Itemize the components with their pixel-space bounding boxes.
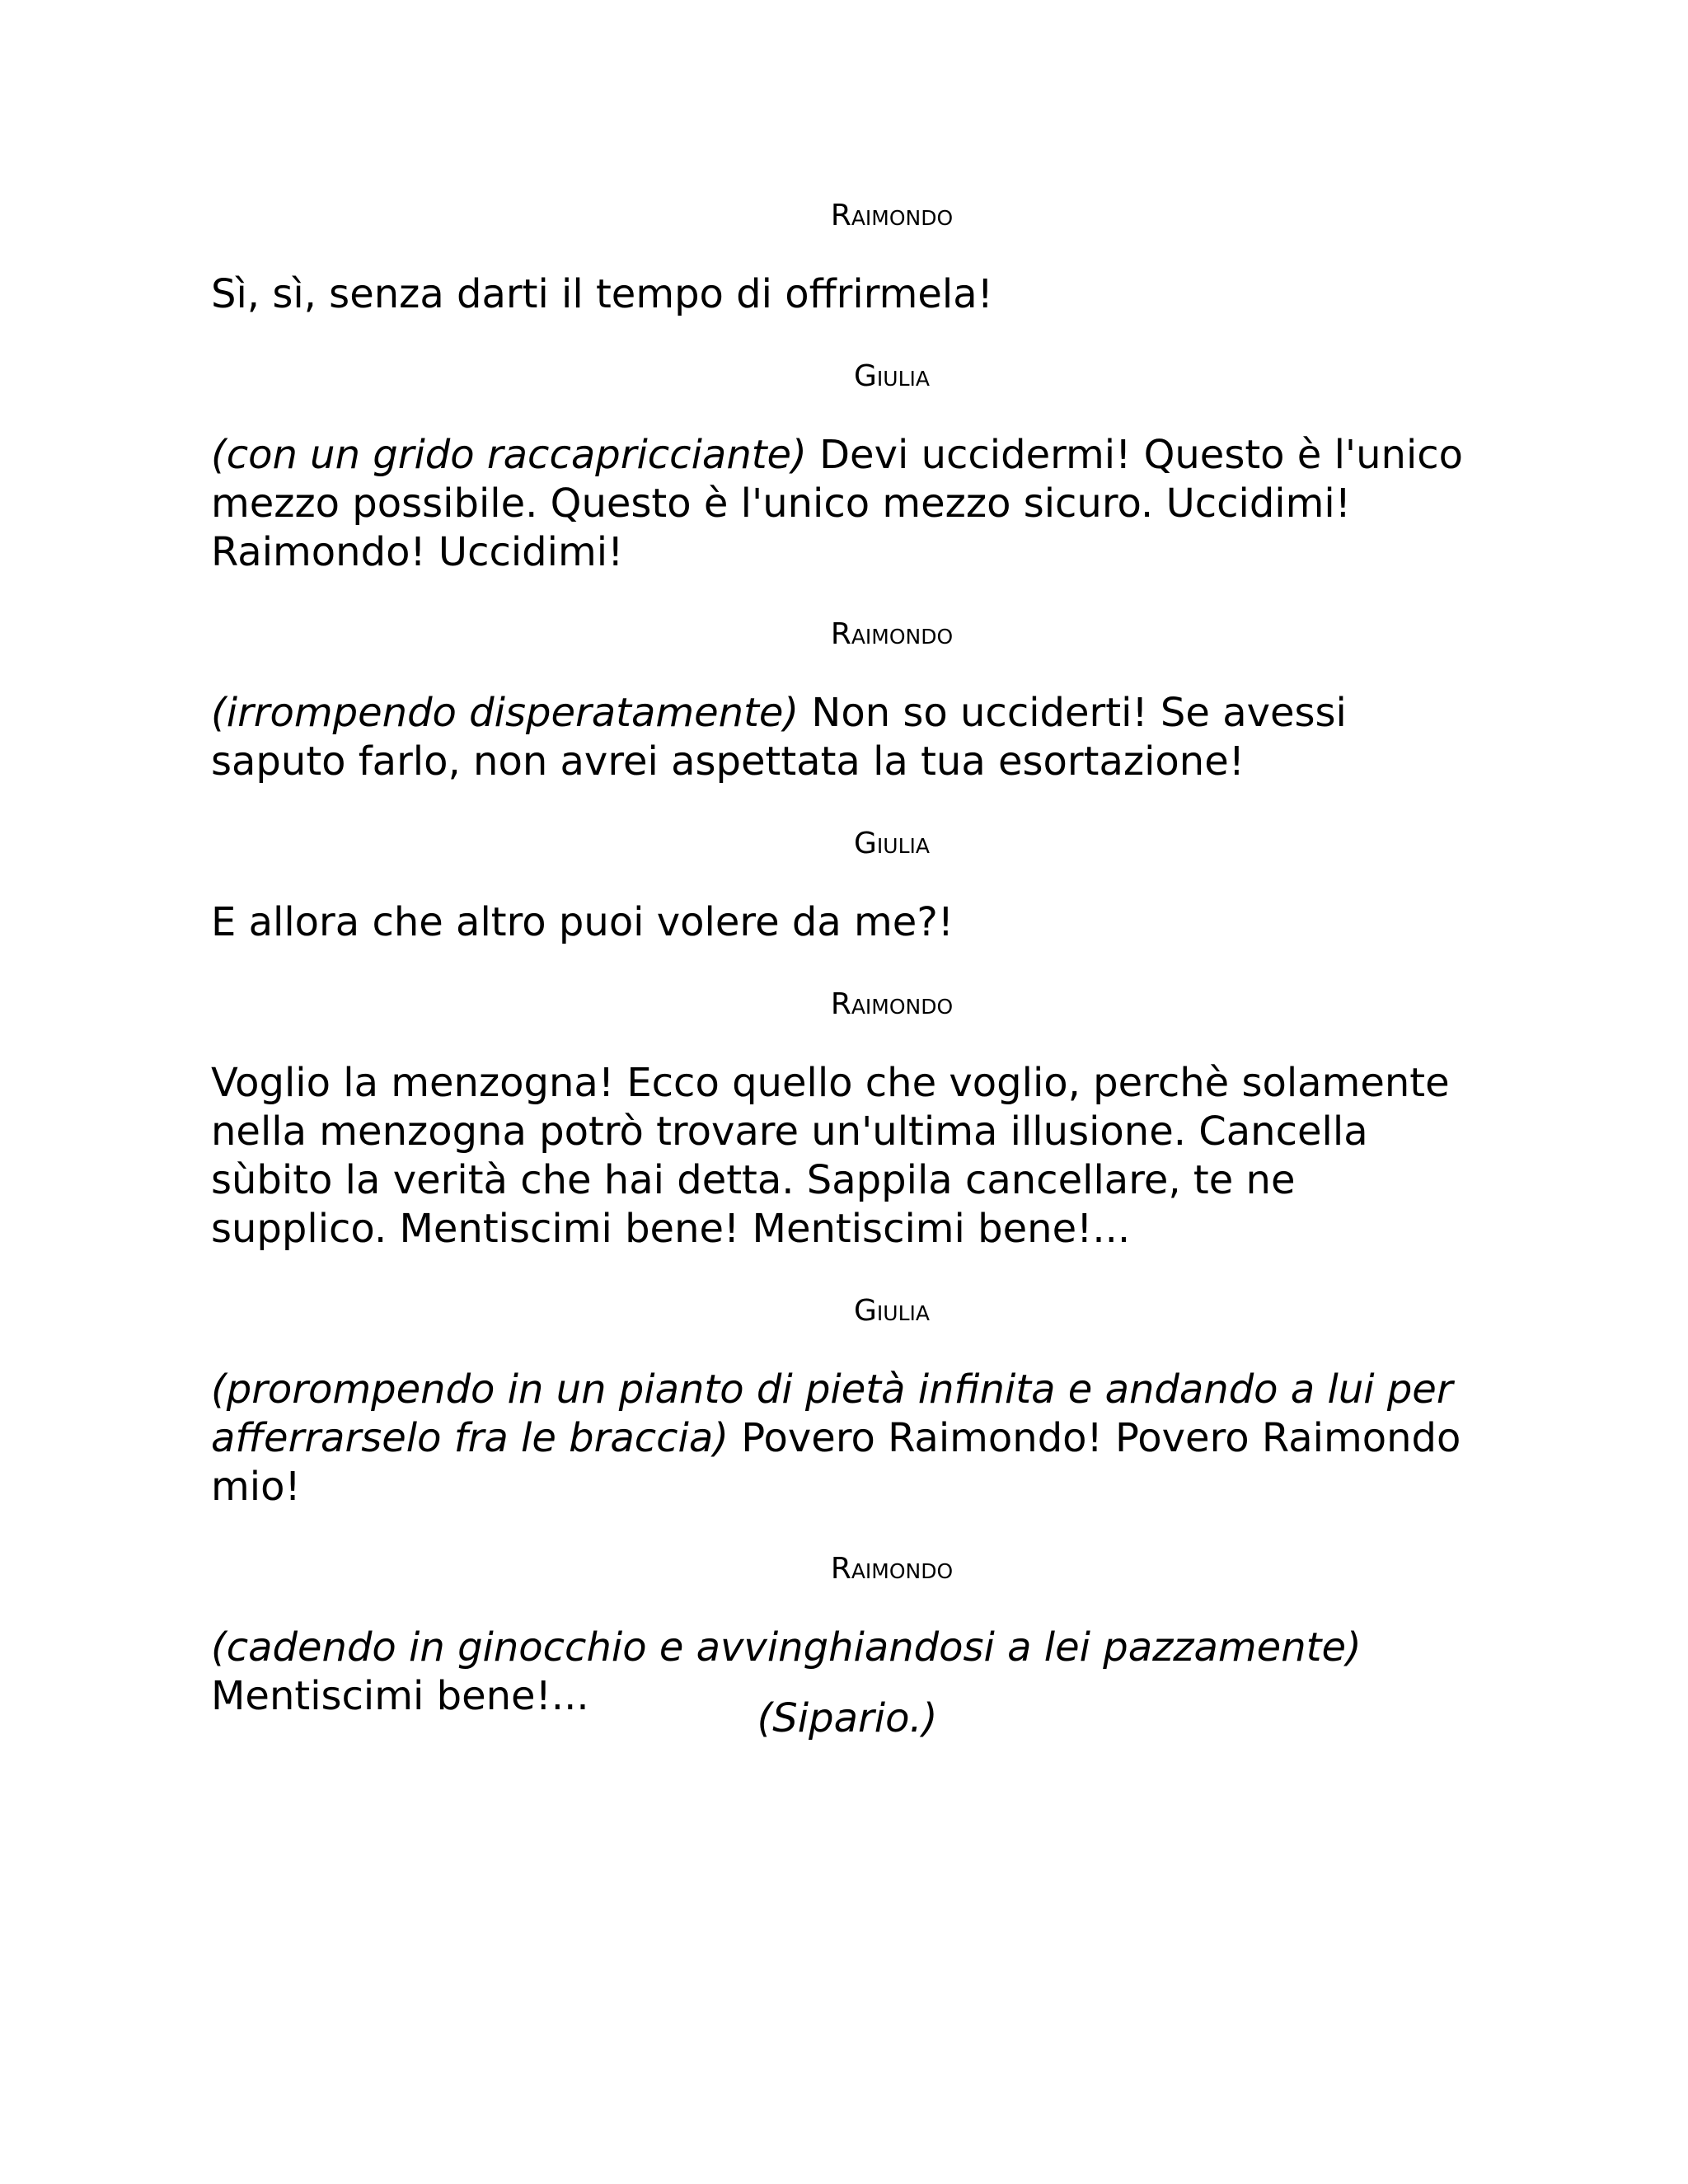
speaker-name: Giulia [854,359,930,393]
speaker-name: Raimondo [830,199,954,232]
stage-direction: (irrompendo disperatamente) [211,690,799,736]
dialogue-line [211,270,1480,319]
curtain-text: (Sipario.) [757,1695,938,1741]
dialogue-text: E allora che altro puoi volere da me?! [211,899,954,945]
dialogue-text: Mentiscimi bene!... [211,1673,589,1719]
speaker-name: Raimondo [830,1552,954,1586]
dialogue-line [211,1366,1480,1511]
speaker-name: Raimondo [830,987,954,1021]
dialogue-line [211,898,1480,947]
stage-direction: (cadendo in ginocchio e avvinghiandosi a lei pazzamente) [211,1624,1362,1671]
stage-direction: (prorompendo in un pianto di pietà infinita e andando a lui per afferrarselo fra le braccia) [211,1366,1453,1461]
dialogue-text: Voglio la menzogna! Ecco quello che voglio, perchè solamente nella menzogna potrò trovare un'ultima illusione. Cancella sùbito la verità che hai detta. Sappila cancellare, te ne supplico. Mentiscimi bene! Mentiscimi bene!... [211,1060,1450,1252]
dialogue-line [211,1059,1480,1254]
closing-direction [0,1694,1688,1743]
stage-direction: (con un grido raccapricciante) [211,432,807,478]
speaker-name: Giulia [854,827,930,860]
dialogue-line [211,431,1480,577]
dialogue-text: Sì, sì, senza darti il tempo di offrirmela! [211,271,993,317]
dialogue-text: Non so ucciderti! Se avessi saputo farlo, non avrei aspettata la tua esortazione! [211,690,1347,785]
speaker-name: Giulia [854,1294,930,1328]
dialogue-text: Povero Raimondo! Povero Raimondo mio! [211,1415,1461,1510]
dialogue-text: Devi uccidermi! Questo è l'unico mezzo possibile. Questo è l'unico mezzo sicuro. Uccidimi! Raimondo! Uccidimi! [211,432,1464,575]
speaker-name: Raimondo [830,617,954,651]
dialogue-block [211,194,1480,1721]
dialogue-line [211,689,1480,786]
